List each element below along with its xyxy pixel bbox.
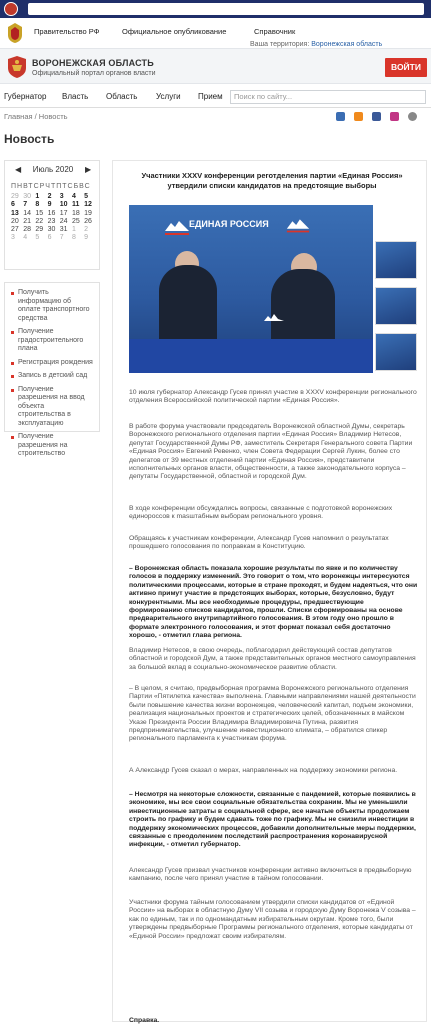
calendar-day[interactable]: 30 [47,226,56,234]
reference-label: Справка. [129,1017,160,1024]
party-bear-logo-icon [163,217,191,237]
calendar-day[interactable]: 13 [11,209,19,217]
party-name-text: ЕДИНАЯ РОССИЯ [189,219,269,229]
calendar-day[interactable]: 19 [84,209,92,217]
calendar-day[interactable]: 16 [47,209,56,217]
calendar-day[interactable]: 21 [23,217,31,225]
service-link[interactable]: Получение градостроительного плана [11,328,93,354]
calendar-day[interactable]: 7 [23,201,28,209]
calendar-prev-icon[interactable]: ◀ [15,165,22,174]
region-header [0,41,431,84]
vk-share-icon[interactable] [336,112,345,121]
login-button[interactable]: ВОЙТИ [385,58,427,77]
article-paragraph: 10 июля губернатор Александр Гусев принял участие в XXXV конференции регионального отделения Всероссийской политической партии «Единая Россия». [129,389,417,405]
territory-label: Ваша территория: [250,41,310,48]
news-article [112,160,427,1022]
photo-thumbnail[interactable] [375,333,417,371]
page-title: Новость [4,132,55,146]
nav-item-services[interactable]: Услуги [156,92,181,101]
calendar-day[interactable]: 26 [84,217,92,225]
region-subtitle: Официальный портал органов власти [32,70,156,77]
calendar-week [11,210,97,218]
gov-link-directory[interactable]: Справочник [254,27,296,36]
ok-share-icon[interactable] [354,112,363,121]
territory-value[interactable]: Воронежская область [311,41,383,48]
photo-thumbnail[interactable] [375,287,417,325]
calendar-day[interactable]: 7 [59,234,64,242]
calendar-day[interactable]: 5 [35,234,40,242]
calendar-day[interactable]: 12 [84,201,92,209]
article-main-photo[interactable] [129,205,373,373]
eye-icon[interactable] [408,112,417,121]
article-paragraph: Участники форума тайным голосованием утвердили списки кандидатов от «Единой России» на выборах в областную Думу VII созыва и городскую Думу Воронежа V созыва – как по единым, так и по одномандатным избирательным округам. Кроме того, были утверждены предвыборные Программы регионального отделения, которые кандидаты от «Единой России» предложат своим избирателям. [129,899,416,940]
article-paragraph: А Александр Гусев сказал о мерах, направленных на поддержку экономики региона. [129,767,398,774]
calendar-day[interactable]: 9 [84,234,89,242]
calendar-day[interactable]: 9 [47,201,52,209]
service-link[interactable]: Получение разрешения на ввод объекта строительства в эксплуатацию [11,386,93,429]
article-paragraph: – В целом, я считаю, предвыборная программа Воронежского регионального отделения Партии «Пятилетка качества» выполнена. Главными направлениями нашей деятельности были повышение качества жизни воронежцев, человеческий капитал, подъем экономики, реализация национальных проектов и стратегических целей, обозначенных в майском Указе Президента России Владимира Владимировича Путина, развития предпринимательства, улучшение инвестиционного климата, – обратился спикер регионального парламента к участникам форума. [129,685,416,743]
calendar-day[interactable]: 17 [59,209,68,217]
service-link[interactable]: Запись в детский сад [11,372,93,381]
calendar-day[interactable]: 23 [47,217,56,225]
calendar-day[interactable]: 1 [71,226,76,234]
breadcrumb-bar [0,110,431,124]
calendar-week [11,193,97,201]
calendar-week [11,234,97,242]
calendar-day[interactable]: 5 [84,193,89,200]
calendar-weekdays: ПНВТСРЧТПТСБВС [11,183,91,190]
article-paragraph: Александр Гусев призвал участников конференции активно включиться в предвыборную кампанию, после чего принял участие в тайном голосовании. [129,867,412,883]
facebook-share-icon[interactable] [372,112,381,121]
calendar-week [11,201,97,209]
services-links [4,282,100,457]
nav-item-power[interactable]: Власть [62,92,89,101]
site-logo-icon[interactable] [4,2,18,16]
calendar-next-icon[interactable]: ▶ [85,165,92,174]
calendar-day[interactable]: 30 [23,193,31,200]
region-title: ВОРОНЕЖСКАЯ ОБЛАСТЬ [32,58,154,68]
person-governor [159,265,217,345]
article-headline: Участники XXXV конференции реготделения партии «Единая Россия» утвердили списки кандидатов на предстоящие выборы [141,171,403,190]
site-search-input[interactable]: Поиск по сайту... [230,90,426,104]
russia-emblem-icon [4,21,26,45]
breadcrumb[interactable]: Главная / Новость [4,112,68,121]
nav-item-governor[interactable]: Губернатор [4,92,47,101]
calendar-day[interactable]: 11 [71,201,80,209]
calendar-week [11,226,97,234]
article-paragraph: В работе форума участвовали председатель Воронежской областной Думы, секретарь Воронежского регионального отделения партии «Единая Россия» Владимир Нетесов, депутат Государственной Думы РФ, заместитель Секретаря Генерального совета Партии «Единая Россия» Евгений Ревенко, член Совета Федерации Сергей Лукин, более сто делегатов от 39 местных отделений партии «Единая Россия», представители исполнительных органов власти, общественности, а также законодательного корпуса – депутаты Государственной, областной и городской Дум. [129,423,413,481]
gov-link-rf[interactable]: Правительство РФ [34,27,100,36]
calendar-day[interactable]: 29 [35,226,44,234]
calendar-day[interactable]: 25 [71,217,80,225]
photo-thumbnail[interactable] [375,241,417,279]
browser-topbar [0,0,431,18]
calendar-day[interactable]: 6 [11,201,15,209]
calendar-month: Июль 2020 [32,165,74,174]
calendar-day[interactable]: 24 [59,217,68,225]
calendar-day[interactable]: 20 [11,217,19,225]
article-paragraph: В ходе конференции обсуждались вопросы, связанные с подготовкой воронежских единороссов к masштабным выборам регионального уровня. [129,505,393,521]
calendar-day[interactable]: 3 [11,234,15,242]
calendar-day[interactable]: 14 [23,209,31,217]
article-paragraph: Владимир Нетесов, в свою очередь, поблагодарил действующий состав депутатов областной и городской Дум, а также представительных органов местного самоуправления за большой вклад в социально-экономическое развитие области. [129,647,416,671]
party-bear-logo-icon [285,215,311,235]
calendar-day[interactable]: 4 [71,193,76,200]
news-calendar [4,160,100,270]
instagram-share-icon[interactable] [390,112,399,121]
calendar-day[interactable]: 8 [71,234,76,242]
article-quote: – Несмотря на некоторые сложности, связанные с пандемией, которые появились в экономике, мы все свои социальные обязательства сохраним. Мы не уменьшили инвестиционные затраты в социальной сфере, все начатые объекты продолжаем строить по графику и будем сдавать тоже по графику. Мы не снизили инвестиции в поддержку экономических процессов, добавили дополнительные меры поддержки, связанные с преодолением последствий распространения коронавирусной инфекции, - отметил губернатор. [129,791,416,849]
nav-item-reception[interactable]: Прием [198,92,223,101]
topbar-search-field[interactable] [28,3,424,15]
service-link[interactable]: Получить информацию об оплате транспортного средства [11,289,93,323]
calendar-day[interactable]: 2 [84,226,89,234]
voronezh-emblem-icon [6,55,28,79]
calendar-day[interactable]: 28 [23,226,31,234]
presidium-table [129,339,373,373]
calendar-day[interactable]: 31 [59,226,68,234]
article-paragraph: Обращаясь к участникам конференции, Александр Гусев напомнил о результатах прошедшего голосования по поправкам в Конституцию. [129,535,389,551]
table-logo-icon [263,313,285,323]
calendar-day[interactable]: 2 [47,193,52,200]
calendar-day[interactable]: 22 [35,217,44,225]
article-quote: – Воронежская область показала хорошие результаты по явке и по количеству голосов в поддержку изменений. Это говорит о том, что воронежцы интересуются политическими процессами, которые в стране проходят, и будем надеяться, что они активно примут участие в предстоящих выборах, которые, безусловно, будут конкурентными. Мы все необходимые процедуры, предшествующие формированию списков кандидатов, прошли. Списки сформированы на основе предварительного внутрипартийного голосования. В этом году оно прошло в формате электронного голосования, и этот формат показал себя достаточно хорошо, - отметил глава региона. [129,565,418,640]
calendar-day[interactable]: 29 [11,193,19,200]
calendar-day[interactable]: 1 [35,193,40,200]
calendar-day[interactable]: 15 [35,209,44,217]
photo-thumbnails [375,205,417,373]
territory-selector[interactable] [250,41,382,48]
calendar-day[interactable]: 6 [47,234,52,242]
gov-link-publication[interactable]: Официальное опубликование [122,27,227,36]
calendar-day[interactable]: 18 [71,209,80,217]
nav-item-region[interactable]: Область [106,92,138,101]
service-link[interactable]: Получение разрешения на строительство [11,433,93,459]
calendar-day[interactable]: 4 [23,234,28,242]
main-nav [0,86,431,108]
calendar-day[interactable]: 27 [11,226,19,234]
calendar-week [11,218,97,226]
calendar-day[interactable]: 8 [35,201,40,209]
calendar-day[interactable]: 3 [59,193,64,200]
calendar-grid [11,193,97,243]
service-link[interactable]: Регистрация рождения [11,359,93,368]
calendar-day[interactable]: 10 [59,201,68,209]
